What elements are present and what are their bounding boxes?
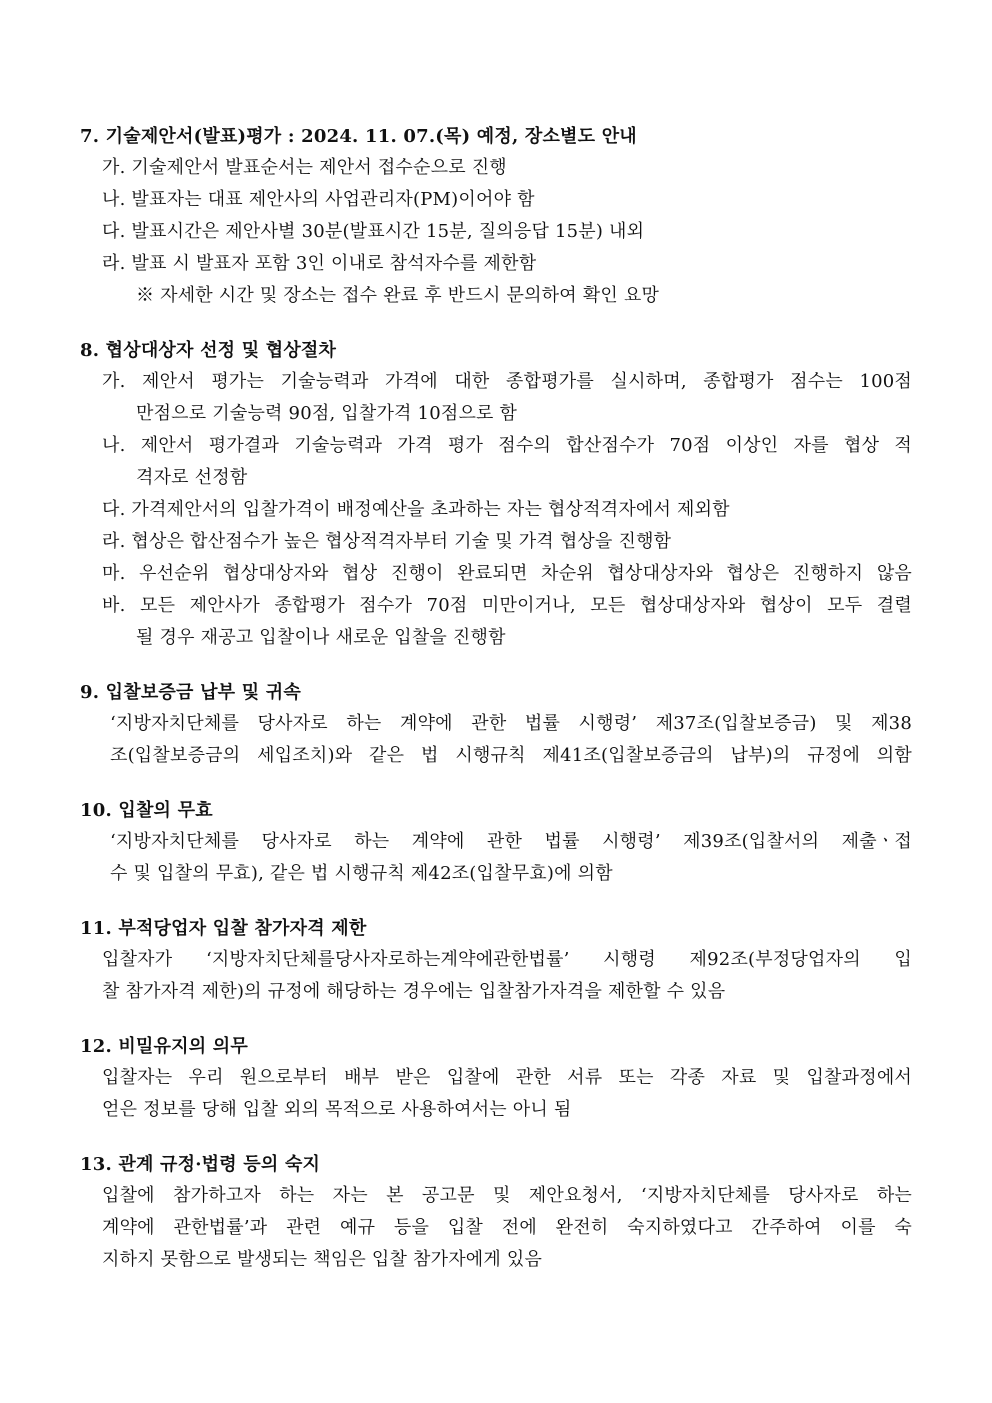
paragraph-line: 될 경우 재공고 입찰이나 새로운 입찰을 진행함 [136,627,506,648]
section-7 [80,122,912,312]
paragraph-line: 가. 기술제안서 발표순서는 제안서 접수순으로 진행 [102,157,507,178]
section-8 [80,336,912,654]
section-10 [80,796,912,890]
paragraph-line: 입찰자가 ‘지방자치단체를당사자로하는계약에관한법률’ 시행령 제92조(부정당업자의 입 [102,949,912,970]
paragraph-line: 마. 우선순위 협상대상자와 협상 진행이 완료되면 차순위 협상대상자와 협상은 진행하지 않음 [102,563,912,584]
section-9 [80,678,912,772]
paragraph-line: 가. 제안서 평가는 기술능력과 가격에 대한 종합평가를 실시하며, 종합평가 점수는 100점 [102,371,912,392]
section-heading: 10. 입찰의 무효 [80,800,213,821]
paragraph-line: 바. 모든 제안사가 종합평가 점수가 70점 미만이거나, 모든 협상대상자와 협상이 모두 결렬 [102,595,912,616]
paragraph-line: 수 및 입찰의 무효), 같은 법 시행규칙 제42조(입찰무효)에 의함 [110,863,613,884]
paragraph-line: 입찰자는 우리 원으로부터 배부 받은 입찰에 관한 서류 또는 각종 자료 및 입찰과정에서 [102,1067,912,1088]
paragraph-line: 지하지 못함으로 발생되는 책임은 입찰 참가자에게 있음 [102,1249,543,1270]
section-heading: 13. 관계 규정·법령 등의 숙지 [80,1154,321,1175]
paragraph-line: 조(입찰보증금의 세입조치)와 같은 법 시행규칙 제41조(입찰보증금의 납부)의 규정에 의함 [110,745,912,766]
section-12 [80,1032,912,1126]
section-heading: 8. 협상대상자 선정 및 협상절차 [80,340,337,361]
paragraph-line: 나. 발표자는 대표 제안사의 사업관리자(PM)이어야 함 [102,189,535,210]
paragraph-line: 라. 발표 시 발표자 포함 3인 이내로 참석자수를 제한함 [102,253,537,274]
paragraph-line: ※ 자세한 시간 및 장소는 접수 완료 후 반드시 문의하여 확인 요망 [136,285,660,306]
paragraph-line: ‘지방자치단체를 당사자로 하는 계약에 관한 법률 시행령’ 제37조(입찰보증금) 및 제38 [110,713,912,734]
paragraph-line: 얻은 정보를 당해 입찰 외의 목적으로 사용하여서는 아니 됨 [102,1099,572,1120]
paragraph-line: ‘지방자치단체를 당사자로 하는 계약에 관한 법률 시행령’ 제39조(입찰서의 제출ㆍ접 [110,831,912,852]
paragraph-line: 다. 발표시간은 제안사별 30분(발표시간 15분, 질의응답 15분) 내외 [102,221,645,242]
paragraph-line: 라. 협상은 합산점수가 높은 협상적격자부터 기술 및 가격 협상을 진행함 [102,531,672,552]
paragraph-line: 격자로 선정함 [136,467,248,488]
paragraph-line: 나. 제안서 평가결과 기술능력과 가격 평가 점수의 합산점수가 70점 이상인 자를 협상 적 [102,435,912,456]
section-heading: 11. 부적당업자 입찰 참가자격 제한 [80,918,367,939]
paragraph-line: 계약에 관한법률’과 관련 예규 등을 입찰 전에 완전히 숙지하였다고 간주하여 이를 숙 [102,1217,912,1238]
section-13 [80,1150,912,1276]
section-heading: 12. 비밀유지의 의무 [80,1036,248,1057]
paragraph-line: 만점으로 기술능력 90점, 입찰가격 10점으로 함 [136,403,518,424]
paragraph-line: 찰 참가자격 제한)의 규정에 해당하는 경우에는 입찰참가자격을 제한할 수 있음 [102,981,726,1002]
section-heading: 7. 기술제안서(발표)평가 : 2024. 11. 07.(목) 예정, 장소별도 안내 [80,126,637,147]
section-11 [80,914,912,1008]
paragraph-line: 다. 가격제안서의 입찰가격이 배정예산을 초과하는 자는 협상적격자에서 제외함 [102,499,730,520]
paragraph-line: 입찰에 참가하고자 하는 자는 본 공고문 및 제안요청서, ‘지방자치단체를 당사자로 하는 [102,1185,912,1206]
section-heading: 9. 입찰보증금 납부 및 귀속 [80,682,301,703]
